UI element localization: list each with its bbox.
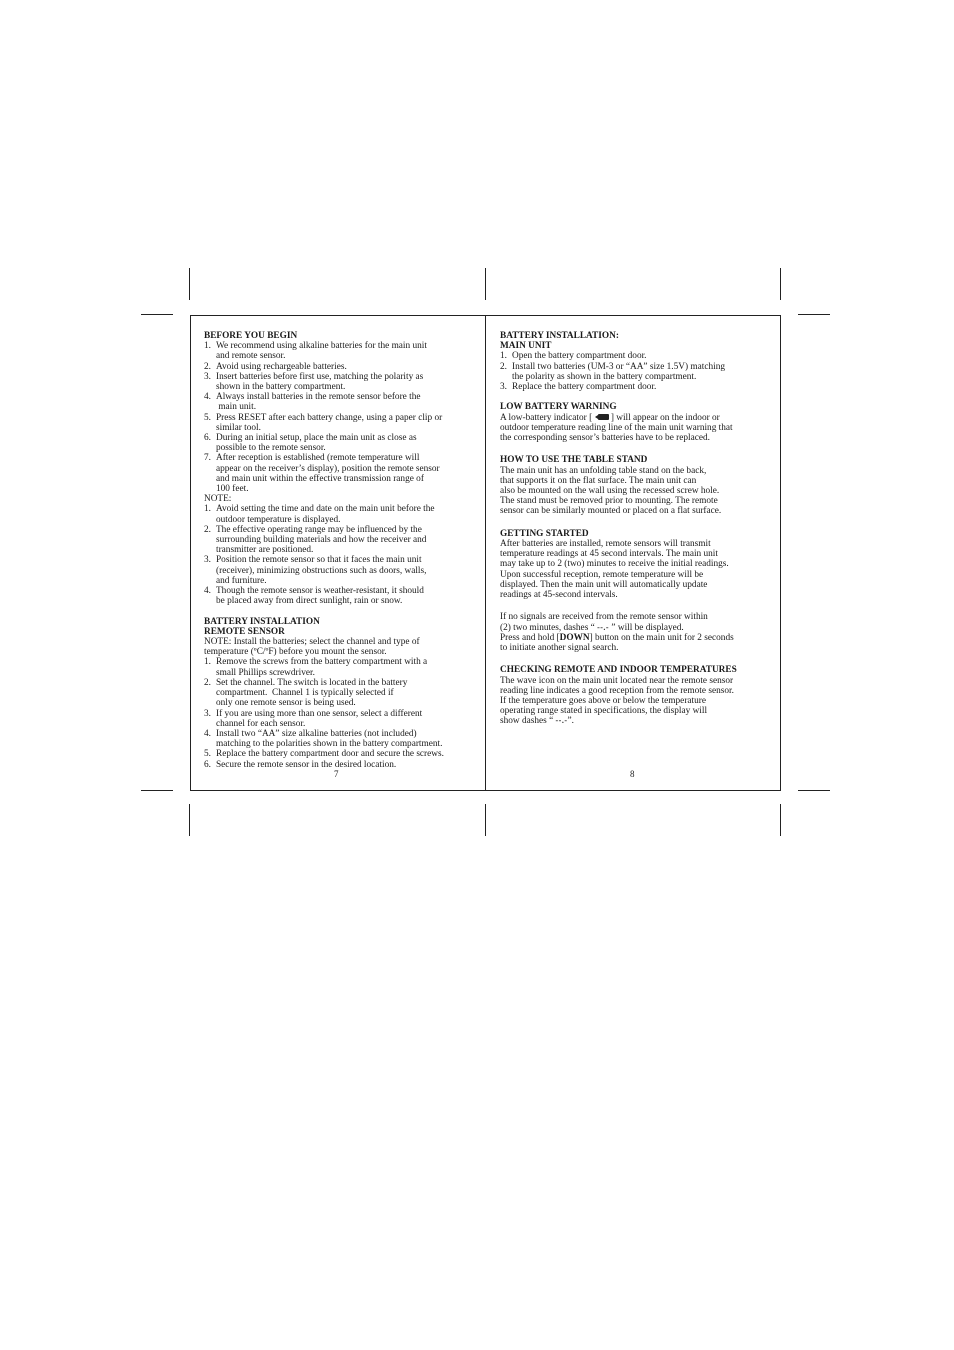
list-item [204, 760, 476, 770]
list-item-line: only one remote sensor is being used. [216, 698, 356, 709]
section-heading: HOW TO USE THE TABLE STAND [500, 455, 648, 466]
crop-mark [141, 790, 173, 791]
text-line: The main unit has an unfolding table stand on the back, [500, 465, 707, 476]
list-item-line: Insert batteries before first use, matching the polarity as [216, 371, 424, 382]
list-item [204, 504, 476, 524]
down-button-label: DOWN [559, 632, 590, 643]
section-heading: GETTING STARTED [500, 528, 589, 539]
list-item-line: If you are using more than one sensor, select a different [216, 708, 423, 719]
page-number: 8 [630, 769, 635, 779]
list-item-line: appear on the receiver’s display), position the remote sensor [216, 463, 440, 474]
list-item [204, 362, 476, 372]
list-item-line: After reception is established (remote temperature will [216, 453, 420, 464]
list-item [204, 341, 476, 361]
list-item-number: 1. [204, 657, 211, 668]
list-item [204, 433, 476, 453]
list-item-number: 4. [204, 728, 211, 739]
text-line: that supports it on the flat surface. The main unit can [500, 475, 697, 486]
list-item-number: 3. [500, 382, 507, 393]
list-item-line: Secure the remote sensor in the desired location. [216, 759, 397, 770]
text-span: (2) two minutes, dashes “ [500, 622, 598, 633]
text-line: If the temperature goes above or below the temperature [500, 696, 706, 707]
remote-sensor-steps [204, 657, 476, 769]
text-line: After batteries are installed, remote sensors will transmit [500, 539, 711, 550]
text-span: ” will be displayed. [609, 622, 684, 633]
list-item-line: Position the remote sensor so that it faces the main unit [216, 555, 422, 566]
crop-mark [141, 314, 173, 315]
list-item-line: surrounding building materials and how the receiver and [216, 535, 427, 546]
list-item-line: 100 feet. [216, 484, 249, 495]
note-label: NOTE: [204, 494, 232, 505]
section-heading: BEFORE YOU BEGIN [204, 331, 298, 341]
list-item-line: During an initial setup, place the main unit as close as [216, 433, 417, 444]
list-item-line: Avoid setting the time and date on the main unit before the [216, 504, 435, 515]
list-item-number: 4. [204, 586, 211, 597]
list-item [204, 555, 476, 586]
text-line: outdoor temperature reading line of the main unit warning that [500, 422, 733, 433]
list-item [204, 678, 476, 709]
list-item-line: Remove the screws from the battery compartment with a [216, 657, 428, 668]
list-item-number: 5. [204, 412, 211, 423]
list-item-line: compartment. Channel 1 is typically selected if [216, 688, 394, 699]
list-item-number: 6. [204, 433, 211, 444]
list-item-number: 6. [204, 759, 211, 770]
section-heading: BATTERY INSTALLATION [204, 616, 320, 627]
crop-mark [189, 804, 190, 836]
crop-mark [780, 804, 781, 836]
note-list [204, 504, 476, 606]
text-line: the corresponding sensor’s batteries have to be replaced. [500, 433, 710, 444]
text-line [500, 623, 770, 633]
list-item [500, 362, 770, 382]
list-item-line: Always install batteries in the remote sensor before the [216, 392, 421, 403]
list-item-line: Replace the battery compartment door and secure the screws. [216, 749, 444, 760]
list-item [500, 351, 770, 361]
text-span: ] will appear on the indoor or [608, 412, 720, 423]
list-item [204, 709, 476, 729]
before-you-begin-list [204, 341, 476, 494]
page-divider [485, 315, 486, 791]
text-line [500, 633, 770, 643]
list-item-line: small Phillips screwdriver. [216, 667, 315, 678]
text-line: The stand must be removed prior to mounting. The remote [500, 496, 718, 507]
list-item-number: 7. [204, 453, 211, 464]
text-span: A low-battery indicator [ [500, 412, 595, 423]
text-line [500, 716, 770, 726]
list-item-line: We recommend using alkaline batteries for the main unit [216, 341, 427, 352]
text-line [500, 413, 770, 423]
list-item [204, 372, 476, 392]
text-line: reading line indicates a good reception from the remote sensor. [500, 685, 734, 696]
crop-mark [780, 268, 781, 300]
list-item [204, 525, 476, 556]
list-item-number: 3. [204, 555, 211, 566]
list-item-line: Set the channel. The switch is located in the battery [216, 677, 408, 688]
list-item-number: 2. [204, 524, 211, 535]
text-span: ] button on the main unit for 2 seconds [589, 632, 734, 643]
text-line: to initiate another signal search. [500, 643, 619, 654]
list-item-line: matching to the polarities shown in the battery compartment. [216, 739, 443, 750]
right-page [500, 331, 770, 727]
list-item-line: (receiver), minimizing obstructions such as doors, walls, [216, 565, 427, 576]
list-item [204, 586, 476, 606]
left-page [204, 331, 476, 770]
list-item-line: and main unit within the effective transmission range of [216, 473, 424, 484]
text-line: Upon successful reception, remote temperature will be [500, 569, 704, 580]
list-item [204, 729, 476, 749]
list-item-line: similar tool. [216, 422, 261, 433]
crop-mark [485, 804, 486, 836]
intro-line: NOTE: Install the batteries; select the channel and type of [204, 637, 420, 648]
list-item-line: Open the battery compartment door. [512, 351, 647, 362]
crop-mark [189, 268, 190, 300]
list-item-line: transmitter are positioned. [216, 545, 314, 556]
text-line: temperature readings at 45 second intervals. The main unit [500, 549, 718, 560]
list-item-line: Replace the battery compartment door. [512, 382, 657, 393]
list-item-number: 3. [204, 371, 211, 382]
crop-mark [798, 314, 830, 315]
section-heading: BATTERY INSTALLATION: [500, 331, 619, 341]
intro-line: temperature (ºC/ºF) before you mount the sensor. [204, 647, 387, 658]
section-heading: LOW BATTERY WARNING [500, 402, 617, 413]
text-line: The wave icon on the main unit located near the remote sensor [500, 675, 734, 686]
list-item-number: 1. [204, 504, 211, 515]
list-item-line: and remote sensor. [216, 351, 286, 362]
list-item-line: Install two batteries (UM-3 or “AA” size 1.5V) matching [512, 361, 725, 372]
list-item-line: the polarity as shown in the battery compartment. [512, 371, 697, 382]
list-item [204, 749, 476, 759]
list-item-line: Avoid using rechargeable batteries. [216, 361, 347, 372]
text-line: If no signals are received from the remote sensor within [500, 612, 708, 623]
text-line: sensor can be similarly mounted or placed on a flat surface. [500, 506, 722, 517]
list-item [204, 657, 476, 677]
text-line: displayed. Then the main unit will automatically update [500, 579, 708, 590]
text-span: ”. [567, 716, 574, 727]
text-span: show dashes “ [500, 716, 556, 727]
crop-mark [798, 790, 830, 791]
list-item-number: 2. [500, 361, 507, 372]
list-item [204, 453, 476, 494]
list-item-number: 1. [204, 341, 211, 352]
crop-mark [485, 268, 486, 300]
page-number: 7 [334, 769, 339, 779]
list-item-line: shown in the battery compartment. [216, 382, 346, 393]
list-item-line: channel for each sensor. [216, 718, 306, 729]
list-item [204, 392, 476, 412]
list-item-number: 3. [204, 708, 211, 719]
text-line: operating range stated in specifications, the display will [500, 706, 708, 717]
list-item-line: outdoor temperature is displayed. [216, 514, 341, 525]
list-item [204, 413, 476, 433]
dashes-display: --.- [555, 716, 568, 726]
section-subheading: REMOTE SENSOR [204, 626, 285, 637]
dashes-display: --.- [597, 622, 610, 632]
list-item-line: Though the remote sensor is weather-resistant, it should [216, 586, 424, 597]
main-unit-steps [500, 351, 770, 392]
text-line: may take up to 2 (two) minutes to receive the initial readings. [500, 559, 729, 570]
text-line: also be mounted on the wall using the recessed screw hole. [500, 486, 720, 497]
list-item-line: main unit. [216, 402, 257, 413]
text-span: Press and hold [ [500, 632, 560, 643]
list-item-line: The effective operating range may be influenced by the [216, 524, 422, 535]
section-heading: CHECKING REMOTE AND INDOOR TEMPERATURES [500, 665, 737, 676]
section-subheading: MAIN UNIT [500, 341, 552, 352]
list-item [500, 382, 770, 392]
list-item-number: 2. [204, 677, 211, 688]
list-item-number: 2. [204, 361, 211, 372]
text-line: readings at 45-second intervals. [500, 590, 618, 601]
list-item-number: 4. [204, 392, 211, 403]
list-item-line: be placed away from direct sunlight, rain or snow. [216, 596, 403, 607]
list-item-line: possible to the remote sensor. [216, 443, 326, 454]
list-item-number: 1. [500, 351, 507, 362]
low-battery-icon [595, 414, 609, 420]
list-item-line: Install two “AA” size alkaline batteries (not included) [216, 728, 417, 739]
list-item-line: Press RESET after each battery change, using a paper clip or [216, 412, 443, 423]
list-item-number: 5. [204, 749, 211, 760]
list-item-line: and furniture. [216, 575, 267, 586]
